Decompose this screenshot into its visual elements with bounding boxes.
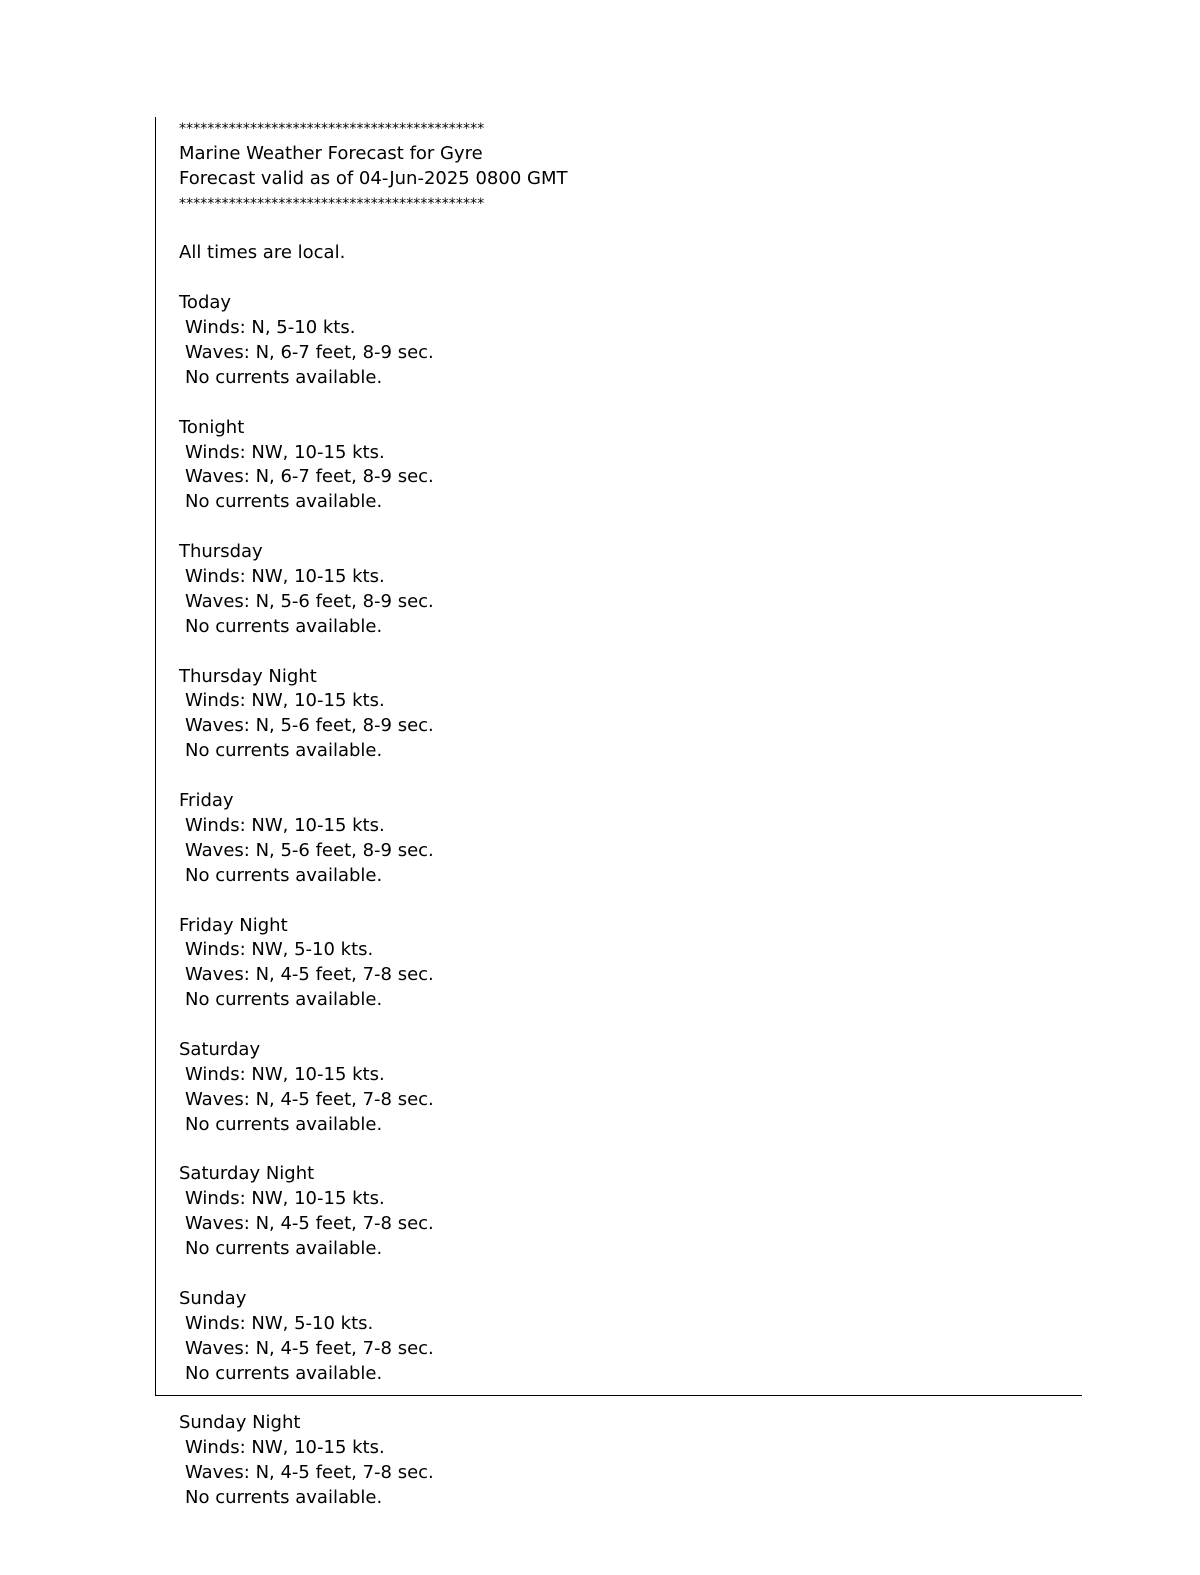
period-currents: No currents available. bbox=[185, 1113, 383, 1135]
spacer bbox=[179, 1138, 567, 1163]
period-currents: No currents available. bbox=[185, 1362, 383, 1384]
spacer bbox=[179, 640, 567, 665]
period-winds: Winds: NW, 10-15 kts. bbox=[185, 441, 385, 463]
period-block bbox=[179, 416, 567, 540]
period-name: Friday Night bbox=[179, 914, 288, 936]
period-block bbox=[179, 1162, 567, 1286]
period-currents: No currents available. bbox=[185, 740, 383, 762]
spacer bbox=[179, 1262, 567, 1287]
header-rule-bottom: ******************************************* bbox=[179, 195, 485, 212]
forecast-title: Marine Weather Forecast for Gyre bbox=[179, 142, 483, 164]
period-waves: Waves: N, 4-5 feet, 7-8 sec. bbox=[185, 1213, 434, 1235]
period-waves: Waves: N, 6-7 feet, 8-9 sec. bbox=[185, 342, 434, 364]
period-name: Tonight bbox=[179, 416, 245, 438]
period-winds: Winds: NW, 10-15 kts. bbox=[185, 566, 385, 588]
forecast-valid-time: Forecast valid as of 04-Jun-2025 0800 GMT bbox=[179, 167, 568, 189]
period-currents: No currents available. bbox=[185, 366, 383, 388]
period-block bbox=[179, 789, 567, 913]
period-waves: Waves: N, 4-5 feet, 7-8 sec. bbox=[185, 1088, 434, 1110]
period-currents: No currents available. bbox=[185, 615, 383, 637]
period-name: Friday bbox=[179, 790, 234, 812]
spacer bbox=[179, 889, 567, 914]
period-currents: No currents available. bbox=[185, 1238, 383, 1260]
period-currents: No currents available. bbox=[185, 864, 383, 886]
period-waves: Waves: N, 5-6 feet, 8-9 sec. bbox=[185, 715, 434, 737]
period-name: Thursday Night bbox=[179, 665, 317, 687]
period-winds: Winds: NW, 10-15 kts. bbox=[185, 690, 385, 712]
period-block bbox=[179, 1038, 567, 1162]
period-name: Sunday Night bbox=[179, 1412, 301, 1434]
period-block bbox=[179, 914, 567, 1038]
period-currents: No currents available. bbox=[185, 989, 383, 1011]
period-waves: Waves: N, 4-5 feet, 7-8 sec. bbox=[185, 964, 434, 986]
spacer bbox=[179, 764, 567, 789]
period-waves: Waves: N, 5-6 feet, 8-9 sec. bbox=[185, 839, 434, 861]
period-winds: Winds: NW, 5-10 kts. bbox=[185, 939, 374, 961]
period-winds: Winds: NW, 10-15 kts. bbox=[185, 1437, 385, 1459]
period-winds: Winds: NW, 5-10 kts. bbox=[185, 1312, 374, 1334]
spacer bbox=[179, 266, 567, 291]
period-winds: Winds: NW, 10-15 kts. bbox=[185, 1188, 385, 1210]
period-waves: Waves: N, 4-5 feet, 7-8 sec. bbox=[185, 1462, 434, 1484]
spacer bbox=[179, 515, 567, 540]
header-rule-top: ******************************************* bbox=[179, 121, 485, 137]
period-block bbox=[179, 665, 567, 789]
spacer bbox=[179, 1386, 567, 1411]
period-waves: Waves: N, 6-7 feet, 8-9 sec. bbox=[185, 466, 434, 488]
period-winds: Winds: NW, 10-15 kts. bbox=[185, 1063, 385, 1085]
period-waves: Waves: N, 4-5 feet, 7-8 sec. bbox=[185, 1337, 434, 1359]
period-winds: Winds: NW, 10-15 kts. bbox=[185, 814, 385, 836]
spacer bbox=[179, 391, 567, 416]
period-name: Today bbox=[179, 292, 232, 314]
spacer bbox=[179, 217, 567, 242]
period-name: Thursday bbox=[179, 541, 263, 563]
page-border-left bbox=[155, 117, 156, 1395]
period-name: Saturday Night bbox=[179, 1163, 315, 1185]
spacer bbox=[179, 1013, 567, 1038]
period-block bbox=[179, 1411, 567, 1511]
period-currents: No currents available. bbox=[185, 491, 383, 513]
period-block bbox=[179, 540, 567, 664]
period-name: Sunday bbox=[179, 1287, 247, 1309]
period-waves: Waves: N, 5-6 feet, 8-9 sec. bbox=[185, 590, 434, 612]
period-block bbox=[179, 1287, 567, 1411]
time-note: All times are local. bbox=[179, 242, 346, 264]
forecast-document bbox=[179, 117, 567, 1511]
period-currents: No currents available. bbox=[185, 1486, 383, 1508]
period-block bbox=[179, 291, 567, 415]
period-name: Saturday bbox=[179, 1038, 261, 1060]
period-winds: Winds: N, 5-10 kts. bbox=[185, 317, 356, 339]
